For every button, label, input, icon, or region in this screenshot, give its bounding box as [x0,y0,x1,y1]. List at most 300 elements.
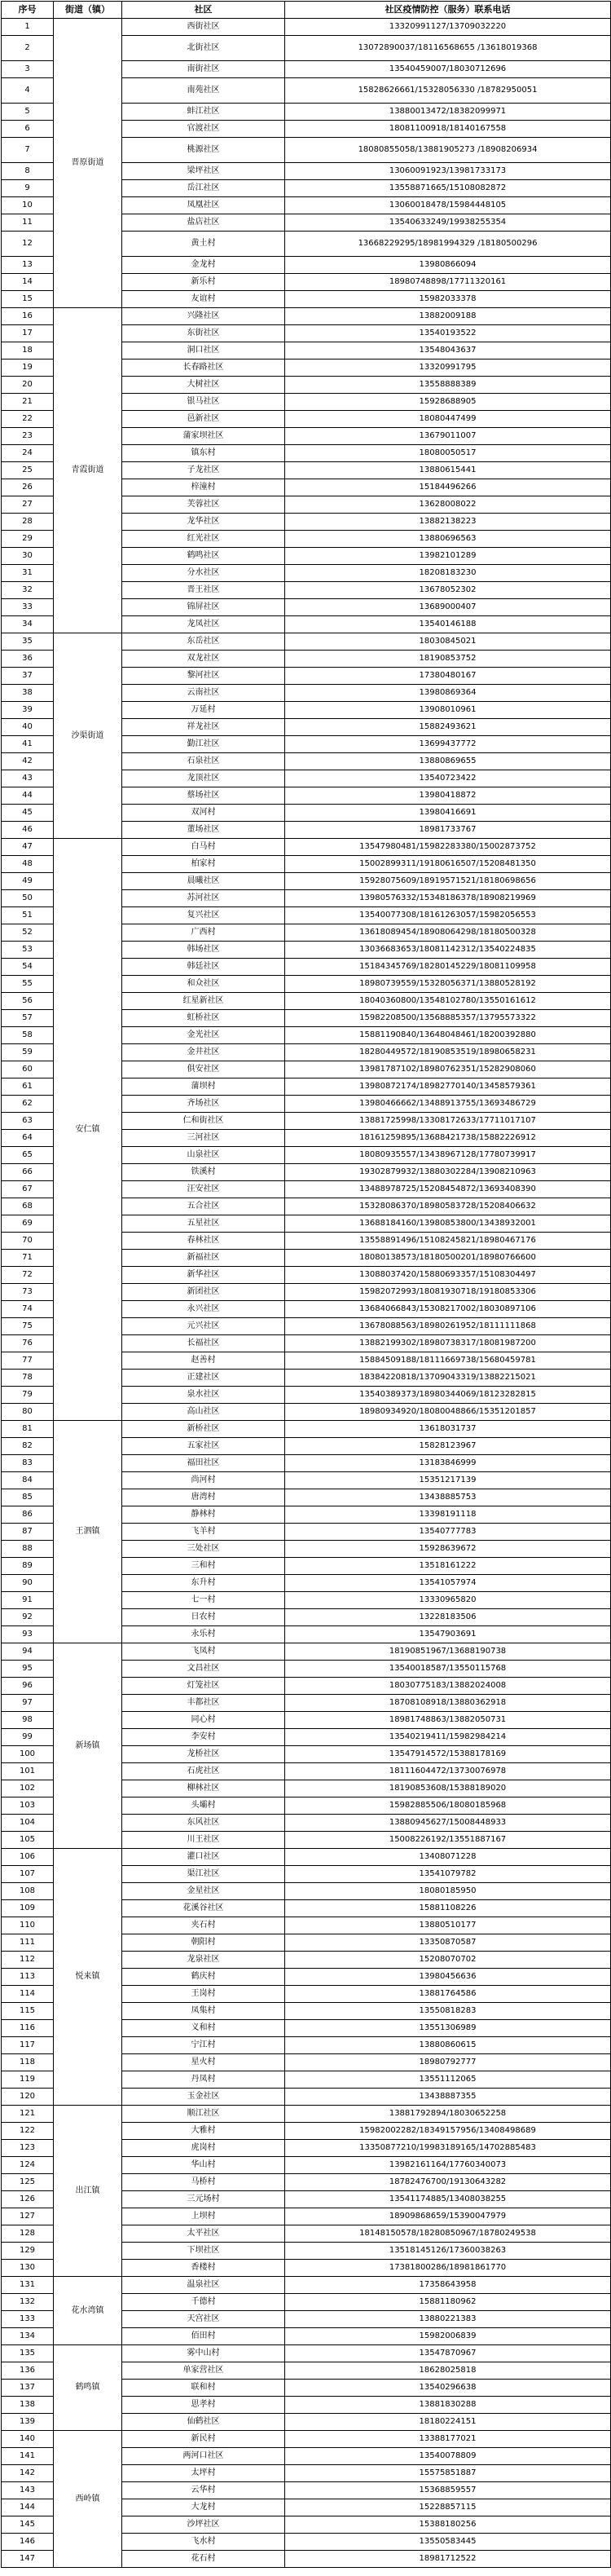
contact-phone: 15208070702 [285,1952,611,1969]
contact-phone: 13060018478/15984448105 [285,197,611,214]
row-number: 77 [2,1352,54,1370]
row-number: 67 [2,1181,54,1198]
row-number: 143 [2,2482,54,2499]
row-number: 132 [2,2294,54,2311]
contact-phone: 13699437772 [285,736,611,753]
community-name: 白马村 [122,839,285,856]
community-name: 朝阳村 [122,1934,285,1952]
community-name: 永乐村 [122,1626,285,1643]
contact-phone: 13684066843/15308217002/18030897106 [285,1301,611,1318]
contact-phone: 18208183230 [285,565,611,582]
row-number: 75 [2,1318,54,1335]
community-name: 新民村 [122,2431,285,2448]
community-name: 双河村 [122,805,285,822]
contact-phone: 15008226192/13551887167 [285,1832,611,1849]
community-name: 汪安社区 [122,1181,285,1198]
row-number: 6 [2,121,54,138]
community-name: 大树社区 [122,377,285,394]
contact-phone: 15882493621 [285,719,611,736]
row-number: 122 [2,2123,54,2140]
row-number: 32 [2,582,54,599]
community-name: 蔡场社区 [122,787,285,805]
community-name: 宁江村 [122,2037,285,2054]
table-body [2,19,611,2568]
row-number: 27 [2,496,54,514]
community-name: 南苑社区 [122,78,285,104]
community-name: 黄土村 [122,232,285,257]
header-no: 序号 [2,2,54,19]
row-number: 124 [2,2157,54,2174]
contact-phone: 15928075609/18919571521/18180698656 [285,873,611,890]
row-number: 106 [2,1849,54,1866]
row-number: 103 [2,1797,54,1815]
community-name: 李安村 [122,1729,285,1746]
community-name: 新桥社区 [122,1421,285,1438]
contact-phone: 18081100918/18140167558 [285,121,611,138]
community-name: 三和村 [122,1558,285,1575]
street-name: 安仁镇 [54,839,122,1421]
contact-phone: 18981712522 [285,2551,611,2568]
row-number: 119 [2,2071,54,2089]
contact-phone: 19302879932/13880302284/13908210963 [285,1164,611,1181]
contact-phone: 13088037420/15880693357/15108304497 [285,1267,611,1284]
community-name: 广西村 [122,924,285,942]
row-number: 147 [2,2551,54,2568]
contact-phone: 15184496266 [285,479,611,496]
contact-phone: 13980456636 [285,1969,611,1986]
community-name: 兴隆社区 [122,308,285,325]
contact-phone: 13880945627/15008448933 [285,1815,611,1832]
community-name: 太平社区 [122,2225,285,2243]
row-number: 115 [2,2003,54,2020]
contact-phone: 13618031737 [285,1421,611,1438]
community-name: 三元场村 [122,2191,285,2208]
contact-phone: 13438885753 [285,1489,611,1506]
contact-phone: 18280449572/18190853519/18980658231 [285,1044,611,1061]
community-name: 蒲家坝社区 [122,428,285,445]
contact-phone: 13908010961 [285,702,611,719]
contact-phone: 13880510177 [285,1917,611,1934]
contact-phone: 13880860615 [285,2037,611,2054]
community-name: 联和村 [122,2380,285,2397]
row-number: 42 [2,753,54,770]
row-number: 140 [2,2431,54,2448]
contact-phone: 13689000407 [285,599,611,616]
row-number: 142 [2,2465,54,2482]
row-number: 88 [2,1541,54,1558]
contact-phone: 18981733767 [285,822,611,839]
contact-phone: 13981787102/18980762351/15282908060 [285,1061,611,1078]
row-number: 36 [2,651,54,668]
contact-phone: 17358643958 [285,2277,611,2294]
contact-phone: 13438887355 [285,2089,611,2106]
contact-phone: 13350877210/19983189165/14702885483 [285,2140,611,2157]
contact-phone: 13880013472/18382099971 [285,104,611,121]
row-number: 134 [2,2328,54,2345]
community-name: 双龙社区 [122,651,285,668]
row-number: 50 [2,890,54,907]
community-name: 东风社区 [122,1815,285,1832]
row-number: 117 [2,2037,54,2054]
row-number: 23 [2,428,54,445]
community-name: 勤江社区 [122,736,285,753]
contact-phone: 13183846999 [285,1455,611,1472]
community-name: 金龙村 [122,257,285,274]
street-name: 晋原街道 [54,19,122,308]
community-name: 大雅村 [122,2123,285,2140]
community-name: 梓潼村 [122,479,285,496]
row-number: 46 [2,822,54,839]
community-name: 龙华社区 [122,514,285,531]
row-number: 57 [2,1010,54,1027]
row-number: 99 [2,1729,54,1746]
row-number: 51 [2,907,54,924]
community-name: 韩廷社区 [122,959,285,976]
street-name: 悦来镇 [54,1849,122,2106]
table-row [2,839,611,856]
contact-phone: 18040360800/13548102780/13550161612 [285,993,611,1010]
row-number: 90 [2,1575,54,1592]
row-number: 101 [2,1763,54,1780]
row-number: 118 [2,2054,54,2071]
contact-phone: 13540018587/13550115768 [285,1661,611,1678]
contact-phone: 15828123967 [285,1438,611,1455]
community-name: 温泉社区 [122,2277,285,2294]
community-name: 正建社区 [122,1370,285,1387]
contact-phone: 13548043637 [285,342,611,359]
table-row [2,1849,611,1866]
row-number: 129 [2,2243,54,2260]
community-name: 晋王社区 [122,582,285,599]
community-name: 镇东村 [122,445,285,462]
contact-phone: 13980866094 [285,257,611,274]
contact-phone: 15928639672 [285,1541,611,1558]
row-number: 85 [2,1489,54,1506]
contact-phone: 18148150578/18280850967/18780249538 [285,2225,611,2243]
street-name: 鹤鸣镇 [54,2345,122,2431]
contact-phone: 13330965820 [285,1592,611,1609]
contact-phone: 13408071228 [285,1849,611,1866]
community-name: 晨曦社区 [122,873,285,890]
community-name: 鹤庆村 [122,1969,285,1986]
row-number: 76 [2,1335,54,1352]
contact-phone: 13540193522 [285,325,611,342]
community-name: 灌口社区 [122,1849,285,1866]
community-name: 夹石村 [122,1917,285,1934]
contact-phone: 13320991795 [285,359,611,377]
community-name: 银马社区 [122,394,285,411]
contact-phone: 18111604472/13730076978 [285,1763,611,1780]
community-name: 龙桥社区 [122,1746,285,1763]
community-name: 香楼村 [122,2260,285,2277]
row-number: 38 [2,685,54,702]
row-number: 139 [2,2414,54,2431]
row-number: 44 [2,787,54,805]
row-number: 3 [2,61,54,78]
community-name: 春林社区 [122,1233,285,1250]
row-number: 102 [2,1780,54,1797]
row-number: 59 [2,1044,54,1061]
contact-phone: 15828626661/15328056330 /18782950051 [285,78,611,104]
row-number: 87 [2,1524,54,1541]
contact-phone: 13980416691 [285,805,611,822]
contact-phone: 15928688905 [285,394,611,411]
contact-phone: 13558891496/15108245821/18980467176 [285,1233,611,1250]
row-number: 111 [2,1934,54,1952]
row-number: 33 [2,599,54,616]
contact-phone: 17380480167 [285,668,611,685]
contact-phone: 18080185950 [285,1883,611,1900]
row-number: 43 [2,770,54,787]
contact-phone: 18080935557/13438967128/17780739917 [285,1147,611,1164]
row-number: 22 [2,411,54,428]
community-name: 丰都社区 [122,1695,285,1712]
community-name: 和众社区 [122,976,285,993]
contact-phone: 13541057974 [285,1575,611,1592]
contact-phone: 13540078809 [285,2448,611,2465]
community-name: 齐场社区 [122,1096,285,1113]
row-number: 95 [2,1661,54,1678]
community-name: 虎岗村 [122,2140,285,2157]
table-row [2,19,611,36]
contact-phone: 13541174885/13408038255 [285,2191,611,2208]
contact-phone: 13688184160/13980853800/13438932001 [285,1215,611,1233]
community-name: 金光社区 [122,1027,285,1044]
contact-phone: 13882138223 [285,514,611,531]
community-name: 单家营社区 [122,2362,285,2380]
row-number: 84 [2,1472,54,1489]
community-name: 五合社区 [122,1198,285,1215]
community-name: 俱安社区 [122,1061,285,1078]
community-name: 仙鹤社区 [122,2414,285,2431]
community-name: 东升村 [122,1575,285,1592]
contact-phone: 13540296638 [285,2380,611,2397]
contact-phone: 13628008022 [285,496,611,514]
street-name: 花水湾镇 [54,2277,122,2345]
row-number: 11 [2,214,54,232]
contact-phone: 18190853752 [285,651,611,668]
community-name: 红光社区 [122,531,285,548]
row-number: 128 [2,2225,54,2243]
contact-phone: 18384220818/13709043319/13882215021 [285,1370,611,1387]
contact-phone: 15351217139 [285,1472,611,1489]
contact-phone: 13982161164/17760340073 [285,2157,611,2174]
header-row [2,2,611,19]
community-name: 泉水社区 [122,1387,285,1404]
row-number: 73 [2,1284,54,1301]
community-name: 芙蓉社区 [122,496,285,514]
contact-phone: 13388177021 [285,2431,611,2448]
row-number: 109 [2,1900,54,1917]
community-name: 丹凤村 [122,2071,285,2089]
street-name: 新场镇 [54,1643,122,1849]
row-number: 107 [2,1866,54,1883]
contact-phone: 13518145126/17360038263 [285,2243,611,2260]
row-number: 63 [2,1113,54,1130]
community-name: 雾中山村 [122,2345,285,2362]
contact-phone: 13679011007 [285,428,611,445]
contact-phone: 13540723422 [285,770,611,787]
table-row [2,2106,611,2123]
contact-phone: 13550583445 [285,2534,611,2551]
street-name: 王泗镇 [54,1421,122,1643]
row-number: 79 [2,1387,54,1404]
row-number: 68 [2,1198,54,1215]
community-name: 韩场社区 [122,942,285,959]
community-name: 福田社区 [122,1455,285,1472]
community-name: 友谊村 [122,291,285,308]
community-name: 董场社区 [122,822,285,839]
row-number: 14 [2,274,54,291]
contact-phone: 13518161222 [285,1558,611,1575]
community-name: 龙顶社区 [122,770,285,787]
row-number: 92 [2,1609,54,1626]
community-name: 邑新社区 [122,411,285,428]
contact-phone: 13882009188 [285,308,611,325]
row-number: 16 [2,308,54,325]
contact-phone: 18161259895/13688421738/15882226912 [285,1130,611,1147]
contact-phone: 13540389373/18980344069/18123282815 [285,1387,611,1404]
contact-phone: 13550818283 [285,2003,611,2020]
community-name: 蒲坝村 [122,1078,285,1096]
contact-phone: 13547914572/15388178169 [285,1746,611,1763]
contact-phone: 13551112065 [285,2071,611,2089]
row-number: 5 [2,104,54,121]
community-name: 赵善村 [122,1352,285,1370]
contact-phone: 13980576332/15348186378/18908219969 [285,890,611,907]
row-number: 48 [2,856,54,873]
row-number: 31 [2,565,54,582]
row-number: 120 [2,2089,54,2106]
header-community: 社区 [122,2,285,19]
table-row [2,1643,611,1661]
row-number: 15 [2,291,54,308]
contact-phone: 13982101289 [285,548,611,565]
contact-phone: 15982033378 [285,291,611,308]
table-row [2,308,611,325]
row-number: 72 [2,1267,54,1284]
community-name: 蚌江社区 [122,104,285,121]
row-number: 12 [2,232,54,257]
contact-phone: 13881764586 [285,1986,611,2003]
row-number: 110 [2,1917,54,1934]
community-name: 官渡社区 [122,121,285,138]
contact-phone: 18708108918/13880362918 [285,1695,611,1712]
contact-phone: 15228857115 [285,2499,611,2516]
row-number: 13 [2,257,54,274]
contact-phone: 15328086370/18980583728/15208406632 [285,1198,611,1215]
row-number: 138 [2,2397,54,2414]
row-number: 131 [2,2277,54,2294]
row-number: 4 [2,78,54,104]
row-number: 112 [2,1952,54,1969]
community-name: 祥龙社区 [122,719,285,736]
row-number: 61 [2,1078,54,1096]
contact-phone: 15368859557 [285,2482,611,2499]
contact-phone: 18180224151 [285,2414,611,2431]
community-name: 石泉社区 [122,753,285,770]
contact-phone: 13350870587 [285,1934,611,1952]
row-number: 126 [2,2191,54,2208]
contact-phone: 13980869364 [285,685,611,702]
community-name: 柏家村 [122,856,285,873]
row-number: 8 [2,163,54,180]
header-street: 街道（镇） [54,2,122,19]
row-number: 104 [2,1815,54,1832]
contact-phone: 13880615441 [285,462,611,479]
row-number: 70 [2,1233,54,1250]
row-number: 108 [2,1883,54,1900]
row-number: 17 [2,325,54,342]
community-name: 义和村 [122,2020,285,2037]
table-row [2,2431,611,2448]
community-name: 新团社区 [122,1284,285,1301]
row-number: 97 [2,1695,54,1712]
contact-phone: 13882199302/18980738317/18081987200 [285,1335,611,1352]
community-name: 东街社区 [122,325,285,342]
contact-phone: 15881108226 [285,1900,611,1917]
contact-phone: 18782476700/19130643282 [285,2174,611,2191]
table-row [2,2277,611,2294]
contact-phone: 13541079782 [285,1866,611,1883]
community-name: 北街社区 [122,36,285,61]
row-number: 114 [2,1986,54,2003]
contact-phone: 18909868659/15390047979 [285,2208,611,2225]
row-number: 82 [2,1438,54,1455]
row-number: 25 [2,462,54,479]
street-name: 出江镇 [54,2106,122,2277]
row-number: 66 [2,1164,54,1181]
community-name: 鹤鸣社区 [122,548,285,565]
row-number: 29 [2,531,54,548]
community-name: 上坝村 [122,2208,285,2225]
row-number: 94 [2,1643,54,1661]
community-name: 山泉社区 [122,1147,285,1164]
contact-phone: 18030845021 [285,633,611,651]
row-number: 100 [2,1746,54,1763]
community-name: 金井社区 [122,1044,285,1061]
contact-phone: 15982885506/18080185968 [285,1797,611,1815]
community-name: 凤凰社区 [122,197,285,214]
community-name: 五星社区 [122,1215,285,1233]
contact-phone: 13228183506 [285,1609,611,1626]
community-name: 新华社区 [122,1267,285,1284]
community-name: 川王社区 [122,1832,285,1849]
contact-phone: 13980872174/18982770140/13458579361 [285,1078,611,1096]
contact-phone: 13881830288 [285,2397,611,2414]
contact-phone: 15881180962 [285,2294,611,2311]
community-name: 元兴社区 [122,1318,285,1335]
row-number: 18 [2,342,54,359]
row-number: 133 [2,2311,54,2328]
row-number: 28 [2,514,54,531]
row-number: 121 [2,2106,54,2123]
row-number: 60 [2,1061,54,1078]
contact-phone: 13668229295/18981994329 /18180500296 [285,232,611,257]
contact-phone: 15184345769/18280145229/18081109958 [285,959,611,976]
community-name: 东岳社区 [122,633,285,651]
community-name: 长春路社区 [122,359,285,377]
contact-phone: 13618089454/18908064298/18180500328 [285,924,611,942]
contact-phone: 18980748898/17711320161 [285,274,611,291]
street-name: 沙渠街道 [54,633,122,839]
contact-phone: 13540077308/18161263057/15982056553 [285,907,611,924]
community-name: 五家社区 [122,1438,285,1455]
contact-phone: 15982072993/18081930718/19180853306 [285,1284,611,1301]
row-number: 146 [2,2534,54,2551]
community-name: 两河口社区 [122,2448,285,2465]
contact-phone: 13540219411/15982984214 [285,1729,611,1746]
